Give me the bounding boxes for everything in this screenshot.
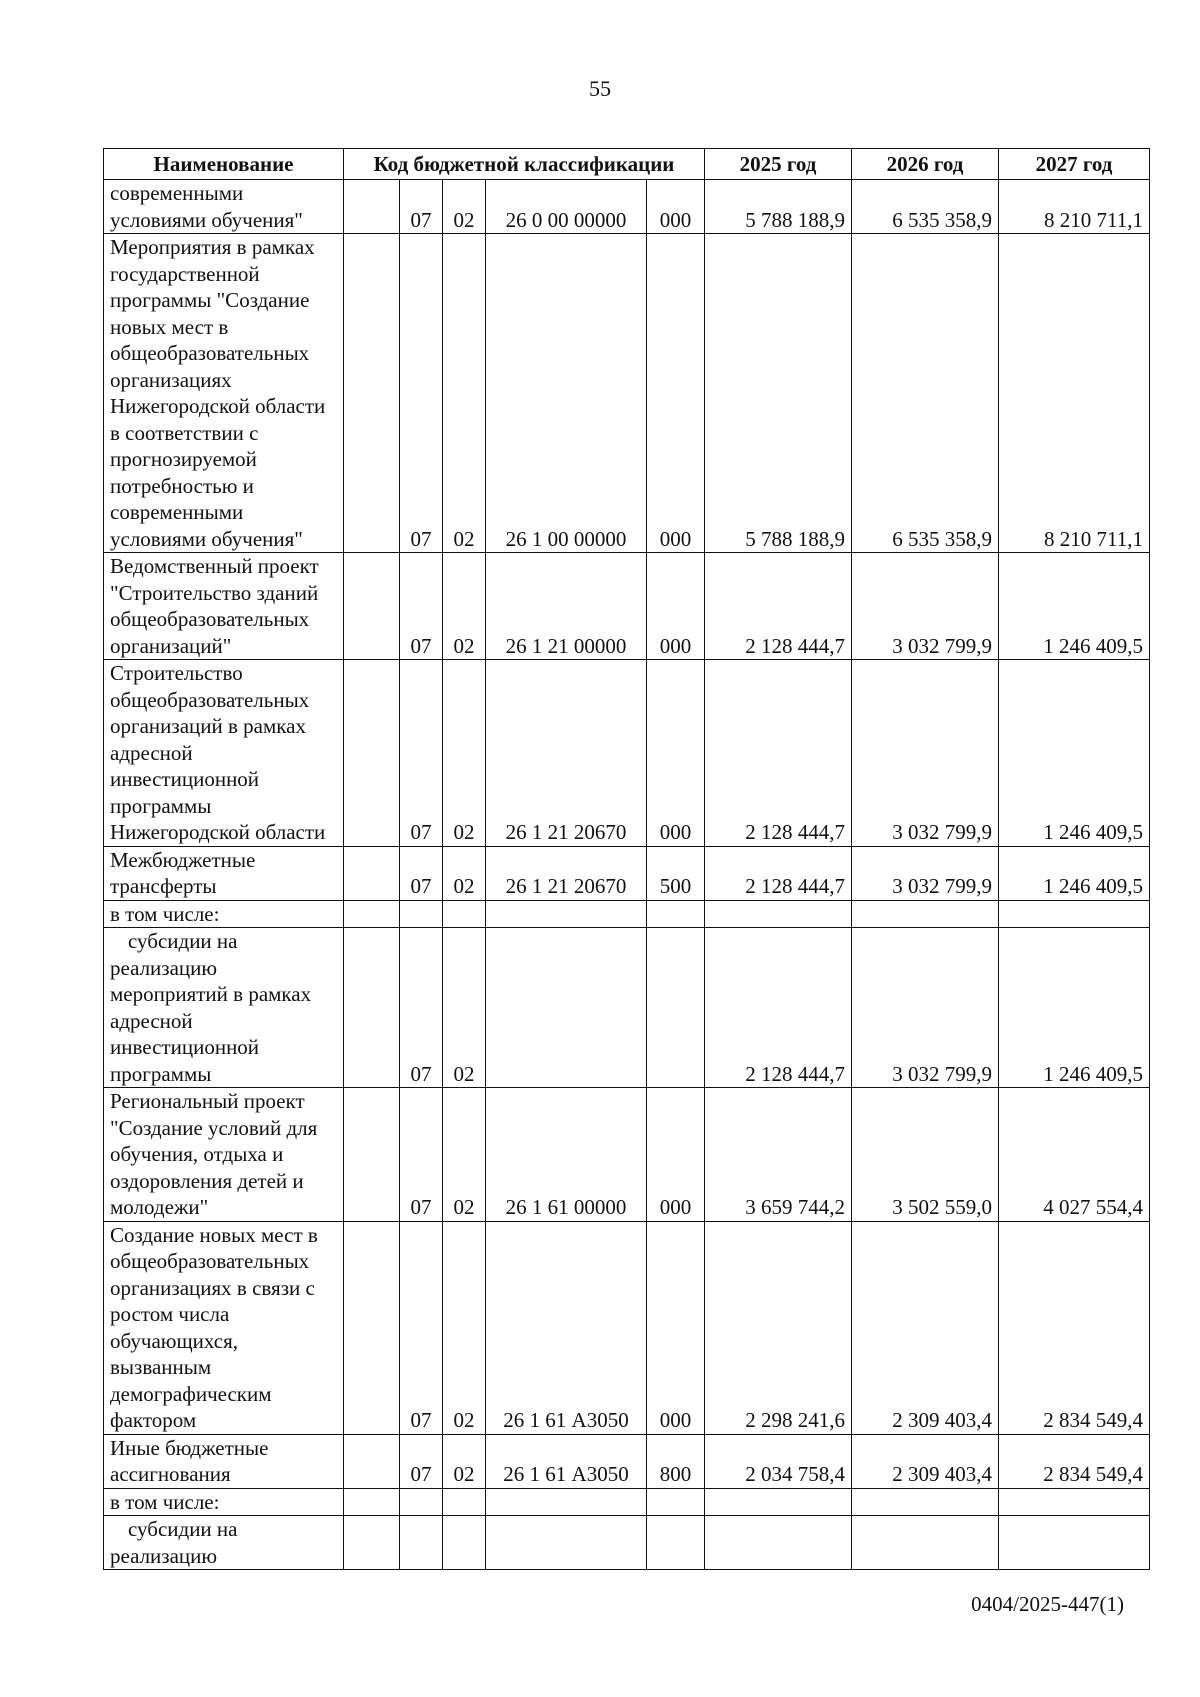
- value-2026: 3 032 799,9: [852, 553, 999, 660]
- code-expense-type: 800: [647, 1434, 705, 1488]
- row-name-line: программы "Создание: [110, 288, 310, 312]
- row-name-line: "Создание условий для: [110, 1115, 318, 1140]
- value-2027: 1 246 409,5: [999, 660, 1150, 847]
- row-name-line: Региональный проект: [110, 1089, 305, 1113]
- row-name-line: Создание новых мест в: [110, 1222, 318, 1247]
- table-row: [104, 553, 1150, 660]
- row-name-line: Нижегородской области: [110, 820, 326, 844]
- row-name-line: организаций в рамках: [110, 714, 306, 738]
- row-name-line: оздоровления детей и: [110, 1168, 304, 1193]
- value-2025: [705, 1488, 852, 1516]
- code-section: 07: [400, 180, 443, 234]
- value-2026: [852, 900, 999, 928]
- row-name-line: государственной: [110, 261, 260, 286]
- value-2027: 1 246 409,5: [999, 846, 1150, 900]
- row-name-line: инвестиционной: [110, 767, 260, 791]
- budget-table: [103, 148, 1150, 1570]
- code-subsection: [443, 1516, 486, 1570]
- row-name: [104, 1488, 344, 1516]
- value-2025: 2 128 444,7: [705, 660, 852, 847]
- code-section: 07: [400, 1434, 443, 1488]
- code-part-1: [344, 1221, 400, 1434]
- code-target-article: [486, 1516, 647, 1570]
- row-name: [104, 660, 344, 847]
- table-row: [104, 1434, 1150, 1488]
- code-section: 07: [400, 234, 443, 553]
- row-name: [104, 553, 344, 660]
- value-2027: 8 210 711,1: [999, 180, 1150, 234]
- row-name-line: инвестиционной: [110, 1035, 260, 1059]
- value-2026: 6 535 358,9: [852, 234, 999, 553]
- row-name-line: организаций": [110, 633, 232, 658]
- table-row: [104, 660, 1150, 847]
- row-name: [104, 846, 344, 900]
- row-name-line: общеобразовательных: [110, 607, 310, 631]
- row-name-line: Мероприятия в рамках: [110, 235, 315, 259]
- row-name-line: Нижегородской области: [110, 394, 326, 418]
- code-section: [400, 1488, 443, 1516]
- code-target-article: 26 1 21 00000: [486, 553, 647, 660]
- value-2025: 3 659 744,2: [705, 1088, 852, 1222]
- value-2025: 2 128 444,7: [705, 553, 852, 660]
- value-2026: 6 535 358,9: [852, 180, 999, 234]
- value-2027: 2 834 549,4: [999, 1221, 1150, 1434]
- code-expense-type: 000: [647, 660, 705, 847]
- row-name-line: в том числе:: [110, 1489, 220, 1514]
- row-name-line: реализацию: [110, 955, 218, 980]
- row-name-line: современными: [110, 181, 244, 205]
- code-expense-type: [647, 1488, 705, 1516]
- row-name: [104, 180, 344, 234]
- row-name-line: "Строительство зданий: [110, 580, 319, 605]
- row-name-line: Ведомственный проект: [110, 554, 319, 578]
- row-name: [104, 234, 344, 553]
- row-name: [104, 1516, 344, 1570]
- value-2027: 2 834 549,4: [999, 1434, 1150, 1488]
- row-name-line: ассигнования: [110, 1462, 231, 1486]
- row-name-line: обучения, отдыха и: [110, 1142, 284, 1166]
- row-name-line: прогнозируемой: [110, 447, 257, 471]
- header-name: Наименование: [104, 149, 344, 180]
- row-name-line: трансферты: [110, 874, 217, 898]
- table-row: [104, 928, 1150, 1088]
- code-part-1: [344, 846, 400, 900]
- code-part-1: [344, 1516, 400, 1570]
- table-body: [104, 180, 1150, 1570]
- row-name-line: субсидии на: [128, 1517, 238, 1541]
- value-2025: 5 788 188,9: [705, 180, 852, 234]
- row-name-line: в том числе:: [110, 901, 220, 926]
- code-target-article: 26 1 61 00000: [486, 1088, 647, 1222]
- code-section: 07: [400, 846, 443, 900]
- value-2026: 3 032 799,9: [852, 660, 999, 847]
- row-name-line: мероприятий в рамках: [110, 982, 312, 1006]
- row-name-line: молодежи": [110, 1195, 209, 1219]
- value-2027: [999, 1516, 1150, 1570]
- code-subsection: [443, 1488, 486, 1516]
- code-section: 07: [400, 553, 443, 660]
- code-part-1: [344, 900, 400, 928]
- table-row: [104, 1221, 1150, 1434]
- value-2025: 2 034 758,4: [705, 1434, 852, 1488]
- row-name-line: потребностью и: [110, 473, 254, 498]
- value-2026: 3 032 799,9: [852, 928, 999, 1088]
- code-section: 07: [400, 1088, 443, 1222]
- table-row: [104, 1516, 1150, 1570]
- code-expense-type: 000: [647, 553, 705, 660]
- code-expense-type: [647, 1516, 705, 1570]
- code-part-1: [344, 1088, 400, 1222]
- row-name-line: условиями обучения": [110, 526, 303, 551]
- code-part-1: [344, 180, 400, 234]
- code-section: [400, 900, 443, 928]
- code-part-1: [344, 234, 400, 553]
- row-name-line: адресной: [110, 1008, 193, 1033]
- table-row: [104, 846, 1150, 900]
- code-expense-type: 000: [647, 234, 705, 553]
- code-subsection: 02: [443, 553, 486, 660]
- value-2027: [999, 1488, 1150, 1516]
- value-2026: 2 309 403,4: [852, 1434, 999, 1488]
- value-2027: 1 246 409,5: [999, 928, 1150, 1088]
- code-target-article: 26 1 61 А3050: [486, 1221, 647, 1434]
- value-2027: 4 027 554,4: [999, 1088, 1150, 1222]
- row-name-line: условиями обучения": [110, 207, 303, 232]
- code-subsection: 02: [443, 1434, 486, 1488]
- code-subsection: [443, 900, 486, 928]
- code-section: [400, 1516, 443, 1570]
- row-name-line: ростом числа: [110, 1302, 230, 1326]
- code-target-article: [486, 928, 647, 1088]
- code-target-article: 26 0 00 00000: [486, 180, 647, 234]
- document-code: 0404/2025-447(1): [971, 1592, 1124, 1616]
- row-name: [104, 1434, 344, 1488]
- row-name-line: общеобразовательных: [110, 341, 310, 365]
- code-expense-type: 000: [647, 1221, 705, 1434]
- table-row: [104, 180, 1150, 234]
- value-2027: 8 210 711,1: [999, 234, 1150, 553]
- row-name: [104, 928, 344, 1088]
- code-target-article: 26 1 21 20670: [486, 846, 647, 900]
- code-part-1: [344, 660, 400, 847]
- code-expense-type: 000: [647, 180, 705, 234]
- row-name-line: субсидии на: [128, 929, 238, 953]
- header-2025: 2025 год: [705, 149, 852, 180]
- row-name-line: реализацию: [110, 1543, 218, 1568]
- code-subsection: 02: [443, 1088, 486, 1222]
- page-number: 55: [589, 76, 611, 101]
- row-name-line: Иные бюджетные: [110, 1435, 269, 1460]
- code-subsection: 02: [443, 846, 486, 900]
- value-2027: [999, 900, 1150, 928]
- row-name-line: программы: [110, 1061, 212, 1086]
- table-row: [104, 900, 1150, 928]
- row-name-line: организациях: [110, 367, 232, 392]
- code-subsection: 02: [443, 660, 486, 847]
- row-name: [104, 900, 344, 928]
- row-name-line: общеобразовательных: [110, 687, 310, 712]
- code-expense-type: [647, 900, 705, 928]
- code-target-article: 26 1 00 00000: [486, 234, 647, 553]
- value-2025: [705, 900, 852, 928]
- code-section: 07: [400, 928, 443, 1088]
- table-row: [104, 1488, 1150, 1516]
- row-name-line: вызванным: [110, 1355, 212, 1379]
- code-target-article: [486, 1488, 647, 1516]
- code-section: 07: [400, 1221, 443, 1434]
- value-2026: [852, 1488, 999, 1516]
- value-2027: 1 246 409,5: [999, 553, 1150, 660]
- value-2025: 2 298 241,6: [705, 1221, 852, 1434]
- row-name-line: организациях в связи с: [110, 1275, 315, 1300]
- code-subsection: 02: [443, 928, 486, 1088]
- row-name-line: Строительство: [110, 661, 243, 685]
- code-part-1: [344, 1488, 400, 1516]
- value-2025: 2 128 444,7: [705, 846, 852, 900]
- code-expense-type: [647, 928, 705, 1088]
- row-name: [104, 1221, 344, 1434]
- row-name-line: демографическим: [110, 1381, 272, 1406]
- row-name-line: фактором: [110, 1408, 197, 1432]
- row-name-line: Межбюджетные: [110, 847, 256, 872]
- row-name-line: программы: [110, 793, 212, 818]
- code-subsection: 02: [443, 1221, 486, 1434]
- code-expense-type: 500: [647, 846, 705, 900]
- value-2025: 5 788 188,9: [705, 234, 852, 553]
- row-name-line: обучающихся,: [110, 1328, 238, 1353]
- value-2026: 3 502 559,0: [852, 1088, 999, 1222]
- row-name-line: в соответствии с: [110, 420, 259, 445]
- table-row: [104, 234, 1150, 553]
- row-name-line: адресной: [110, 740, 193, 765]
- code-part-1: [344, 1434, 400, 1488]
- value-2026: 3 032 799,9: [852, 846, 999, 900]
- header-2027: 2027 год: [999, 149, 1150, 180]
- row-name: [104, 1088, 344, 1222]
- code-target-article: 26 1 61 А3050: [486, 1434, 647, 1488]
- value-2025: 2 128 444,7: [705, 928, 852, 1088]
- row-name-line: общеобразовательных: [110, 1249, 310, 1273]
- header-code: Код бюджетной классификации: [344, 149, 705, 180]
- row-name-line: новых мест в: [110, 314, 229, 339]
- value-2026: 2 309 403,4: [852, 1221, 999, 1434]
- code-section: 07: [400, 660, 443, 847]
- code-part-1: [344, 553, 400, 660]
- row-name-line: современными: [110, 500, 244, 524]
- code-subsection: 02: [443, 180, 486, 234]
- code-target-article: 26 1 21 20670: [486, 660, 647, 847]
- value-2025: [705, 1516, 852, 1570]
- code-target-article: [486, 900, 647, 928]
- value-2026: [852, 1516, 999, 1570]
- table-row: [104, 1088, 1150, 1222]
- header-2026: 2026 год: [852, 149, 999, 180]
- code-subsection: 02: [443, 234, 486, 553]
- code-part-1: [344, 928, 400, 1088]
- header-row: [104, 149, 1150, 180]
- code-expense-type: 000: [647, 1088, 705, 1222]
